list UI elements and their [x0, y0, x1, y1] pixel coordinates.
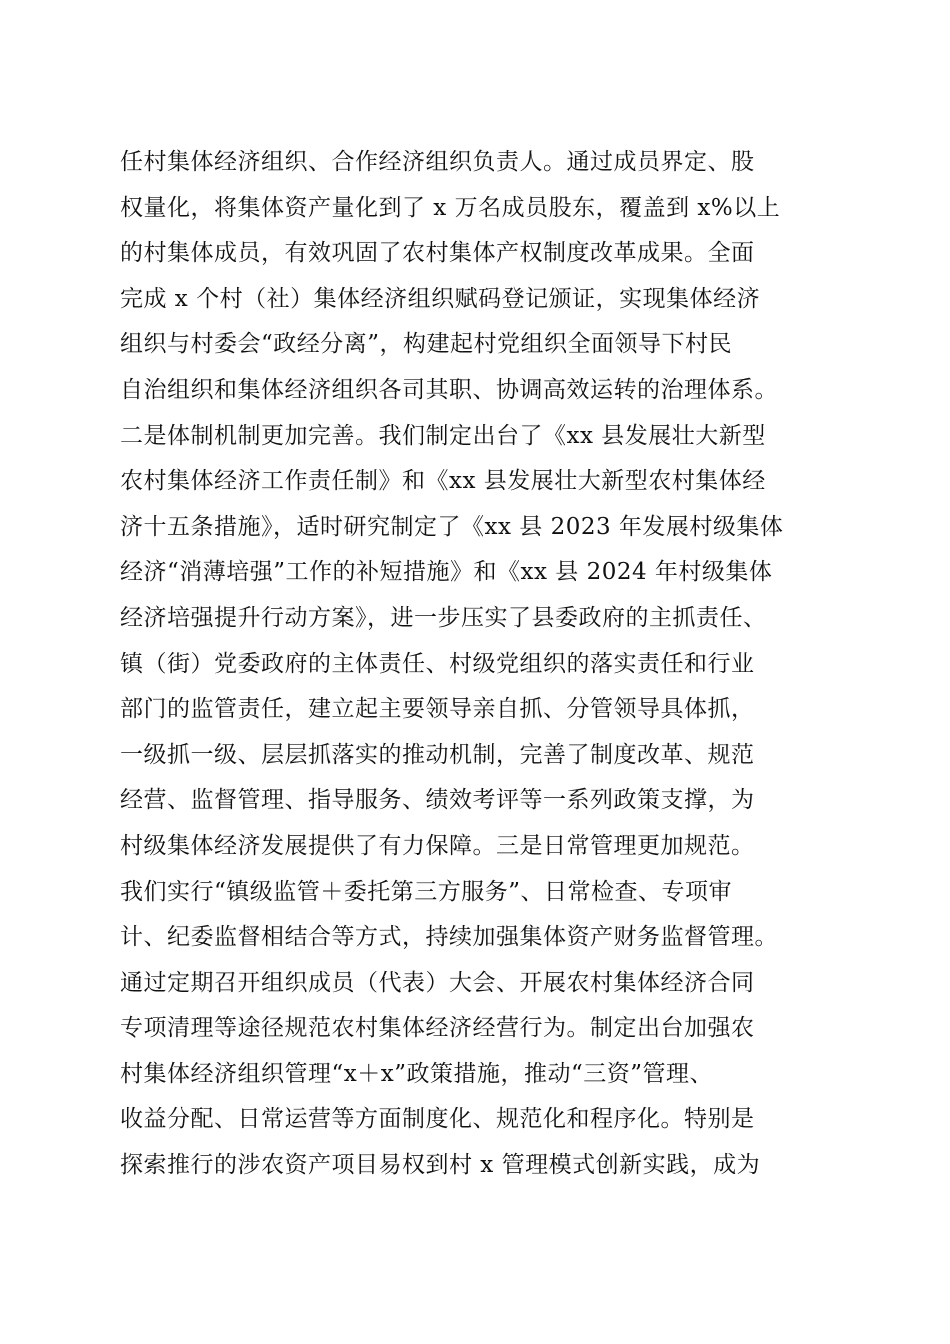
text-line: 完成 x 个村（社）集体经济组织赋码登记颁证，实现集体经济 [120, 285, 761, 312]
text-line: 收益分配、日常运营等方面制度化、规范化和程序化。特别是 [120, 1106, 755, 1133]
text-line: 济十五条措施》，适时研究制定了《xx 县 2023 年发展村级集体 [120, 513, 784, 540]
text-line: 村级集体经济发展提供了有力保障。三是日常管理更加规范。 [120, 832, 755, 859]
text-line: 经济培强提升行动方案》，进一步压实了县委政府的主抓责任、 [120, 604, 767, 631]
body-text [120, 140, 860, 1189]
text-line: 权量化，将集体资产量化到了 x 万名成员股东，覆盖到 x%以上 [120, 194, 781, 221]
text-line: 一级抓一级、层层抓落实的推动机制，完善了制度改革、规范 [120, 741, 755, 768]
text-line: 自治组织和集体经济组织各司其职、协调高效运转的治理体系。 [120, 376, 778, 403]
text-line: 计、纪委监督相结合等方式，持续加强集体资产财务监督管理。 [120, 924, 778, 951]
text-line: 农村集体经济工作责任制》和《xx 县发展壮大新型农村集体经 [120, 468, 766, 495]
text-line: 部门的监管责任，建立起主要领导亲自抓、分管领导具体抓， [120, 696, 755, 723]
text-line: 探索推行的涉农资产项目易权到村 x 管理模式创新实践，成为 [120, 1152, 761, 1179]
text-line: 通过定期召开组织成员（代表）大会、开展农村集体经济合同 [120, 969, 755, 996]
text-line: 经营、监督管理、指导服务、绩效考评等一系列政策支撑，为 [120, 787, 755, 814]
text-line: 组织与村委会“政经分离”，构建起村党组织全面领导下村民 [120, 331, 733, 358]
text-line: 二是体制机制更加完善。我们制定出台了《xx 县发展壮大新型 [120, 422, 766, 449]
text-line: 镇（街）党委政府的主体责任、村级党组织的落实责任和行业 [120, 650, 755, 677]
text-line: 任村集体经济组织、合作经济组织负责人。通过成员界定、股 [120, 149, 755, 175]
text-line: 的村集体成员，有效巩固了农村集体产权制度改革成果。全面 [120, 240, 755, 267]
text-line: 经济“消薄培强”工作的补短措施》和《xx 县 2024 年村级集体 [120, 559, 773, 586]
text-line: 我们实行“镇级监管＋委托第三方服务”、日常检查、专项审 [120, 878, 733, 905]
text-line: 专项清理等途径规范农村集体经济经营行为。制定出台加强农 [120, 1015, 755, 1042]
text-line: 村集体经济组织管理“x＋x”政策措施，推动“三资”管理、 [120, 1060, 713, 1087]
